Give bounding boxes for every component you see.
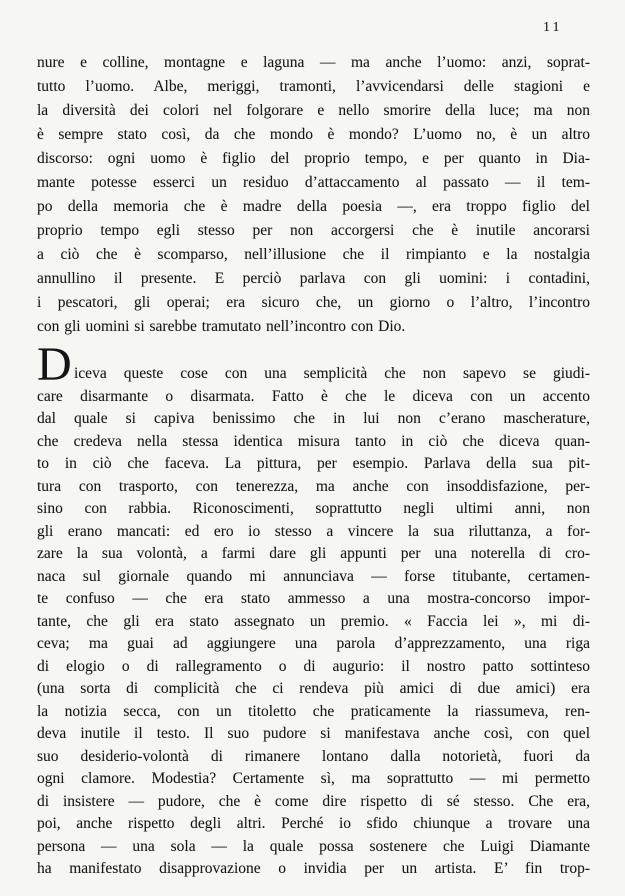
text-line: sino con rabbia. Riconoscimenti, soprattutto negli ultimi anni, non [37,500,590,517]
text-line: di insistere — pudore, che è come dire rispetto di sé stesso. Che era, [37,792,590,810]
paragraph-2-first-line [37,338,590,391]
paragraph-2 [37,338,590,881]
text-line: tutto l’uomo. Albe, meriggi, tramonti, l’avvicendarsi delle stagioni e [37,78,590,95]
paragraph-1-lines [37,51,590,339]
text-line: po della memoria che è madre della poesia —, era troppo figlio del [37,198,590,215]
text-line: discorso: ogni uomo è figlio del proprio tempo, e per quanto in Dia- [37,150,590,167]
text-line: di elogio o di rallegramento o di augurio: il nostro patto sottinteso [37,657,590,675]
text-line: naca sul giornale quando mi annunciava — forse titubante, certamen- [37,567,590,585]
page-number: 11 [543,20,563,35]
text-line: che credeva nella stessa identica misura tanto in ciò che diceva quan- [37,432,590,450]
text-line: suo desiderio-volontà di rimanere lontano dalla notorietà, fuori da [37,747,590,765]
text-line: tante, che gli era stato assegnato un premio. « Faccia lei », mi di- [37,612,590,630]
text-line: la diversità dei colori nel folgorare e nello smorire della luce; ma non [37,102,590,119]
paragraph-2-lines [37,386,590,881]
text-line: zare la sua volontà, a farmi dare gli appunti per una noterella di cro- [37,545,590,562]
text-line: persona — una sola — la quale possa sostenere che Luigi Diamante [37,837,590,855]
text-line: nure e colline, montagne e laguna — ma anche l’uomo: anzi, soprat- [37,54,590,71]
text-line: te confuso — che era stato ammesso a una mostra-concorso impor- [37,590,590,607]
text-line: ha manifestato disapprovazione o invidia per un artista. E’ fin trop- [37,860,590,877]
text-line: mante potesse esserci un residuo d’attaccamento al passato — il tem- [37,174,590,191]
drop-cap-initial: D [37,338,72,391]
text-line: annullino il presente. E perciò parlava con gli uomini: i contadini, [37,270,590,287]
text-line: i pescatori, gli operai; era sicuro che, un giorno o l’altro, l’incontro [37,294,590,311]
text-line: gli erano mancati: ed ero io stesso a vincere la sua riluttanza, a for- [37,522,590,540]
text-line: tura con trasporto, con tenerezza, ma anche con insoddisfazione, per- [37,477,590,495]
text-line: ogni clamore. Modestia? Certamente sì, ma soprattutto — mi permetto [37,770,590,787]
text-line: poi, anche rispetto degli altri. Perché io sfido chiunque a trovare una [37,815,590,832]
text-line: iceva queste cose con una semplicità che non sapevo se giudi- [74,365,590,382]
text-line: to in ciò che faceva. La pittura, per esempio. Parlava della sua pit- [37,455,590,472]
paragraph-1 [37,51,590,339]
text-line: (una sorta di complicità che ci rendeva più amici di due amici) era [37,680,590,697]
text-block [37,51,590,881]
text-line: a ciò che è scomparso, nell’illusione che il rimpianto e la nostalgia [37,246,590,263]
text-line: ceva; ma guai ad aggiungere una parola d’apprezzamento, una riga [37,635,590,652]
text-line: proprio tempo egli stesso per non accorgersi che è inutile ancorarsi [37,222,590,239]
text-line: la notizia secca, con un titoletto che praticamente la riassumeva, ren- [37,702,590,720]
text-line: care disarmante o disarmata. Fatto è che le diceva con un accento [37,387,590,405]
text-line: con gli uomini si sarebbe tramutato nell’incontro con Dio. [37,318,406,335]
text-line: deva inutile il testo. Il suo pudore si manifestava anche così, con quel [37,725,590,742]
text-line: è sempre stato così, da che mondo è mondo? L’uomo no, è un altro [37,126,590,143]
text-line: dal quale si capiva benissimo che in lui non c’erano mascherature, [37,410,590,427]
